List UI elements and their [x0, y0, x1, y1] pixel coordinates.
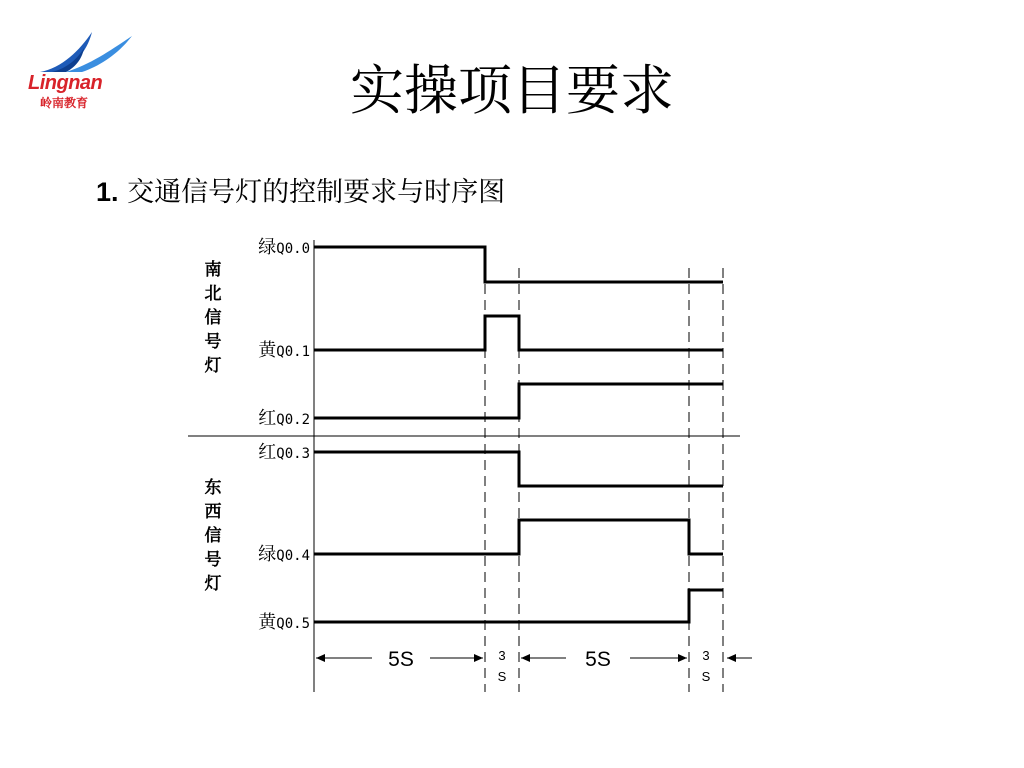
duration-label-1: 5S	[388, 648, 414, 671]
signal-label-q0-4	[258, 544, 310, 565]
signal-label-q0-5	[258, 612, 310, 633]
signal-labels	[258, 237, 310, 633]
group-label-char: 南	[204, 260, 222, 280]
signal-address: Q0.1	[276, 344, 310, 360]
signal-color: 红	[258, 442, 277, 463]
waveform-q0-3	[314, 452, 723, 486]
logo-subtitle: 岭南教育	[40, 96, 89, 110]
group-label-char: 灯	[204, 574, 222, 594]
signal-label-q0-0	[258, 237, 310, 258]
dur1-left-arrow-icon	[316, 654, 325, 662]
group-label-char: 北	[204, 284, 222, 304]
signal-color: 红	[258, 408, 277, 429]
dur1-right-arrow-icon	[474, 654, 483, 662]
waveform-q0-1	[314, 316, 723, 350]
signal-color: 绿	[258, 544, 277, 565]
group-label-char: 东	[204, 478, 222, 498]
logo-brand: Lingnan	[28, 72, 103, 94]
duration-label-3: 5S	[585, 648, 611, 671]
duration-label-4-unit: S	[701, 669, 711, 684]
duration-label-2-unit: S	[497, 669, 507, 684]
duration-label-4-num: 3	[702, 648, 710, 663]
dur3-right-arrow-icon	[678, 654, 687, 662]
group-label-char: 号	[204, 550, 222, 570]
signal-color: 黄	[258, 340, 277, 361]
waveform-q0-4	[314, 520, 723, 554]
signal-color: 黄	[258, 612, 277, 633]
signal-label-q0-2	[258, 408, 310, 429]
dur3-left-arrow-icon	[521, 654, 530, 662]
group-label-char: 西	[204, 502, 222, 522]
signal-color: 绿	[258, 237, 277, 258]
signal-address: Q0.2	[276, 412, 310, 428]
section-title: 交通信号灯的控制要求与时序图	[127, 177, 506, 208]
signal-address: Q0.4	[276, 548, 310, 564]
signal-address: Q0.3	[276, 446, 310, 462]
waveform-q0-2	[314, 384, 723, 418]
signal-address: Q0.5	[276, 616, 310, 632]
signal-label-q0-3	[258, 442, 310, 463]
group-label-char: 号	[204, 332, 222, 352]
section-number: 1.	[96, 177, 119, 207]
group-label-char: 灯	[204, 356, 222, 376]
duration-annotations	[316, 648, 752, 684]
duration-label-2-num: 3	[498, 648, 506, 663]
page-title: 实操项目要求	[350, 59, 674, 122]
signal-label-q0-1	[258, 340, 310, 361]
group-labels	[204, 259, 222, 594]
signal-address: Q0.0	[276, 241, 310, 257]
group-label-char: 信	[204, 308, 222, 328]
group-label-char: 信	[204, 526, 222, 546]
dur4-arrow-icon	[727, 654, 736, 662]
